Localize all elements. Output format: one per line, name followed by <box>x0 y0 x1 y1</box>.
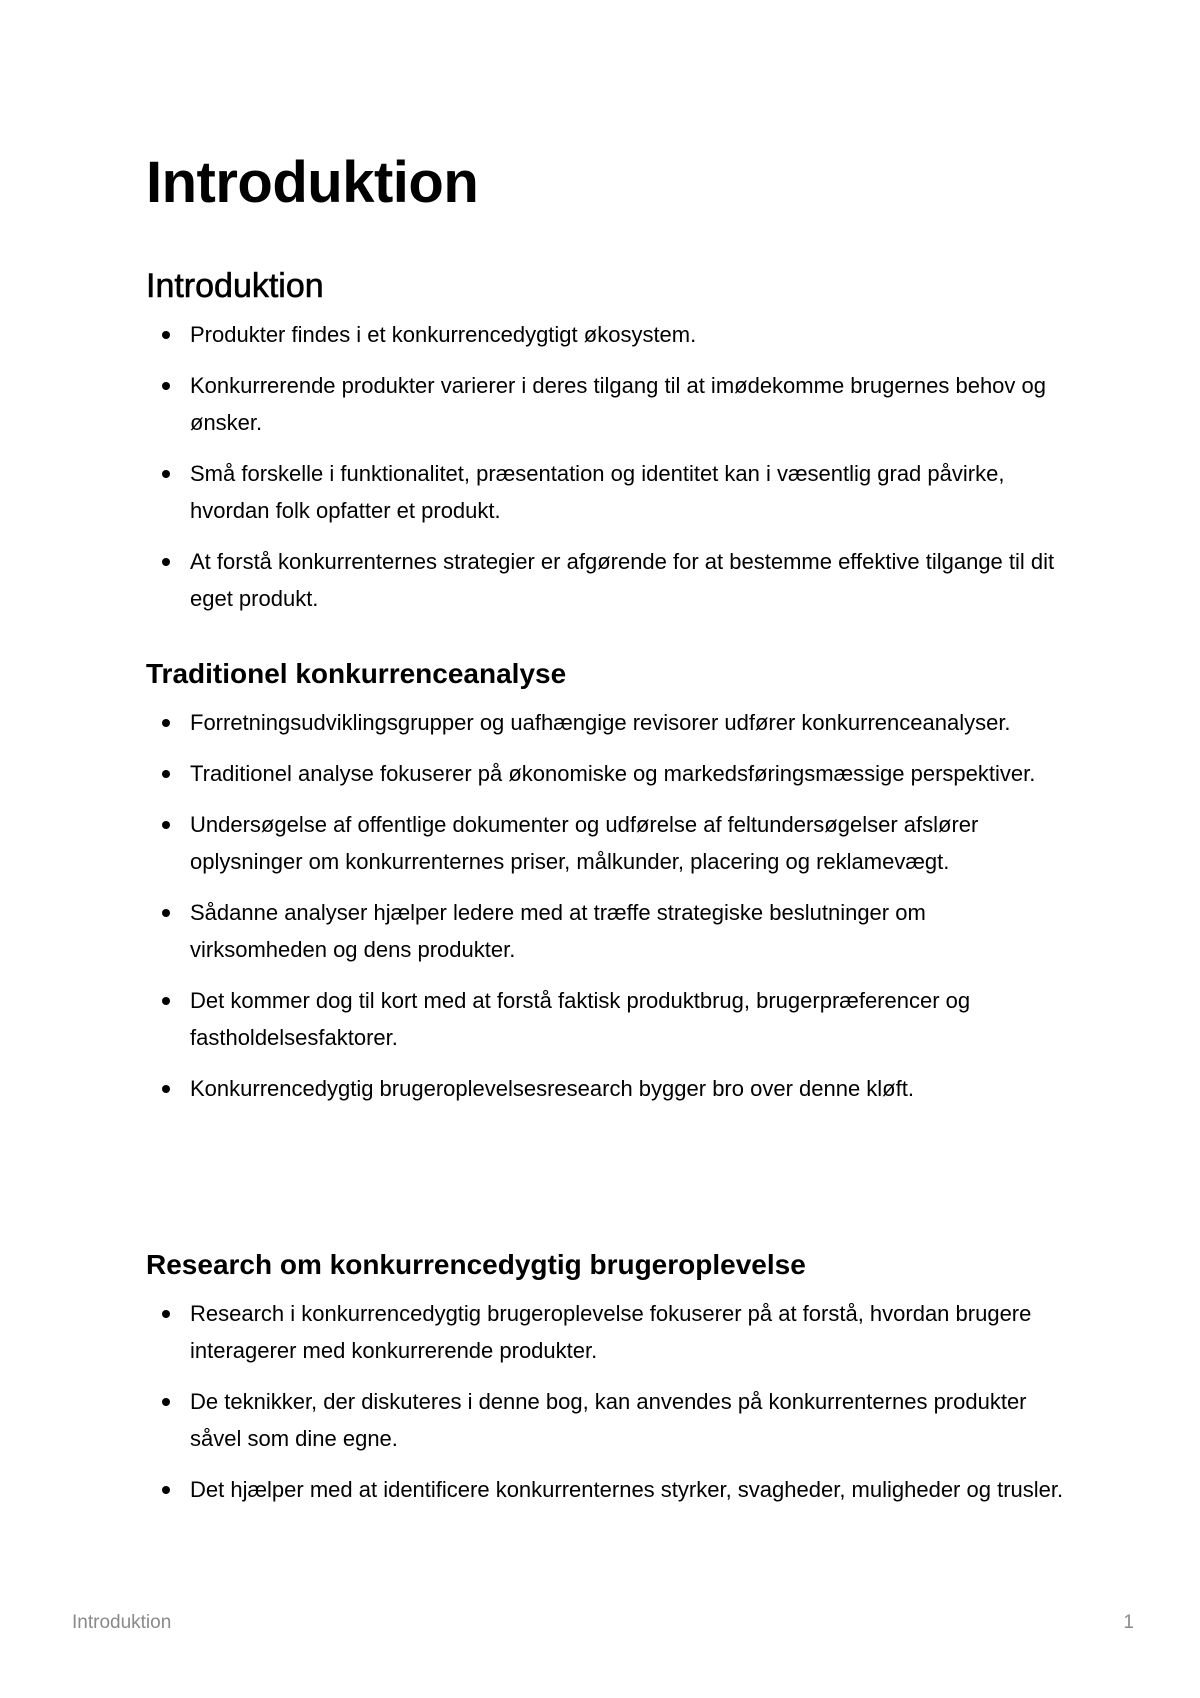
section-traditionel-konkurrenceanalyse <box>146 652 1066 1121</box>
list-item-text: Forretningsudviklingsgrupper og uafhængige revisorer udfører konkurrenceanalyser. <box>190 710 1011 735</box>
list-item <box>146 755 1066 792</box>
bullet-icon <box>162 1085 170 1093</box>
document-title: Introduktion <box>146 150 479 215</box>
section-research-brugeroplevelse <box>146 1243 1066 1522</box>
bullet-icon <box>162 1398 170 1406</box>
list-item-text: Produkter findes i et konkurrencedygtigt økosystem. <box>190 322 697 347</box>
bullet-icon <box>162 1310 170 1318</box>
section-heading: Research om konkurrencedygtig brugeroplevelse <box>146 1249 806 1280</box>
list-item <box>146 1070 1066 1107</box>
list-item-text: Research i konkurrencedygtig brugeroplevelse fokuserer på at forstå, hvordan brugere interagerer med konkurrerende produkter. <box>190 1301 1032 1363</box>
bullet-icon <box>162 770 170 778</box>
list-item <box>146 1295 1066 1369</box>
bullet-icon <box>162 909 170 917</box>
list-item <box>146 806 1066 880</box>
list-item <box>146 316 1066 353</box>
bullet-icon <box>162 558 170 566</box>
bullet-list <box>146 316 1066 617</box>
list-item <box>146 1383 1066 1457</box>
list-item <box>146 704 1066 741</box>
list-item <box>146 982 1066 1056</box>
bullet-icon <box>162 1486 170 1494</box>
list-item <box>146 543 1066 617</box>
footer-title: Introduktion <box>72 1612 172 1633</box>
list-item-text: Konkurrerende produkter varierer i deres tilgang til at imødekomme brugernes behov og ønsker. <box>190 373 1046 435</box>
section-heading: Introduktion <box>146 267 324 305</box>
bullet-icon <box>162 382 170 390</box>
bullet-icon <box>162 470 170 478</box>
bullet-icon <box>162 997 170 1005</box>
list-item <box>146 367 1066 441</box>
list-item <box>146 894 1066 968</box>
list-item-text: Små forskelle i funktionalitet, præsentation og identitet kan i væsentlig grad påvirke, hvordan folk opfatter et produkt. <box>190 461 1005 523</box>
list-item-text: Det hjælper med at identificere konkurrenternes styrker, svagheder, muligheder og trusler. <box>190 1477 1064 1502</box>
list-item-text: Undersøgelse af offentlige dokumenter og udførelse af feltundersøgelser afslører oplysninger om konkurrenternes priser, målkunder, placering og reklamevægt. <box>190 812 979 874</box>
list-item <box>146 455 1066 529</box>
list-item-text: Det kommer dog til kort med at forstå faktisk produktbrug, brugerpræferencer og fastholdelsesfaktorer. <box>190 988 971 1050</box>
section-introduktion <box>146 264 1066 631</box>
list-item-text: De teknikker, der diskuteres i denne bog, kan anvendes på konkurrenternes produkter såvel som dine egne. <box>190 1389 1027 1451</box>
bullet-icon <box>162 719 170 727</box>
list-item-text: Konkurrencedygtig brugeroplevelsesresearch bygger bro over denne kløft. <box>190 1076 914 1101</box>
bullet-icon <box>162 331 170 339</box>
bullet-icon <box>162 821 170 829</box>
footer-page-number: 1 <box>1123 1612 1134 1633</box>
section-heading: Traditionel konkurrenceanalyse <box>146 658 567 689</box>
list-item-text: At forstå konkurrenternes strategier er afgørende for at bestemme effektive tilgange til dit eget produkt. <box>190 549 1055 611</box>
list-item <box>146 1471 1066 1508</box>
list-item-text: Sådanne analyser hjælper ledere med at træffe strategiske beslutninger om virksomheden og dens produkter. <box>190 900 926 962</box>
bullet-list <box>146 1295 1066 1508</box>
bullet-list <box>146 704 1066 1107</box>
list-item-text: Traditionel analyse fokuserer på økonomiske og markedsføringsmæssige perspektiver. <box>190 761 1036 786</box>
